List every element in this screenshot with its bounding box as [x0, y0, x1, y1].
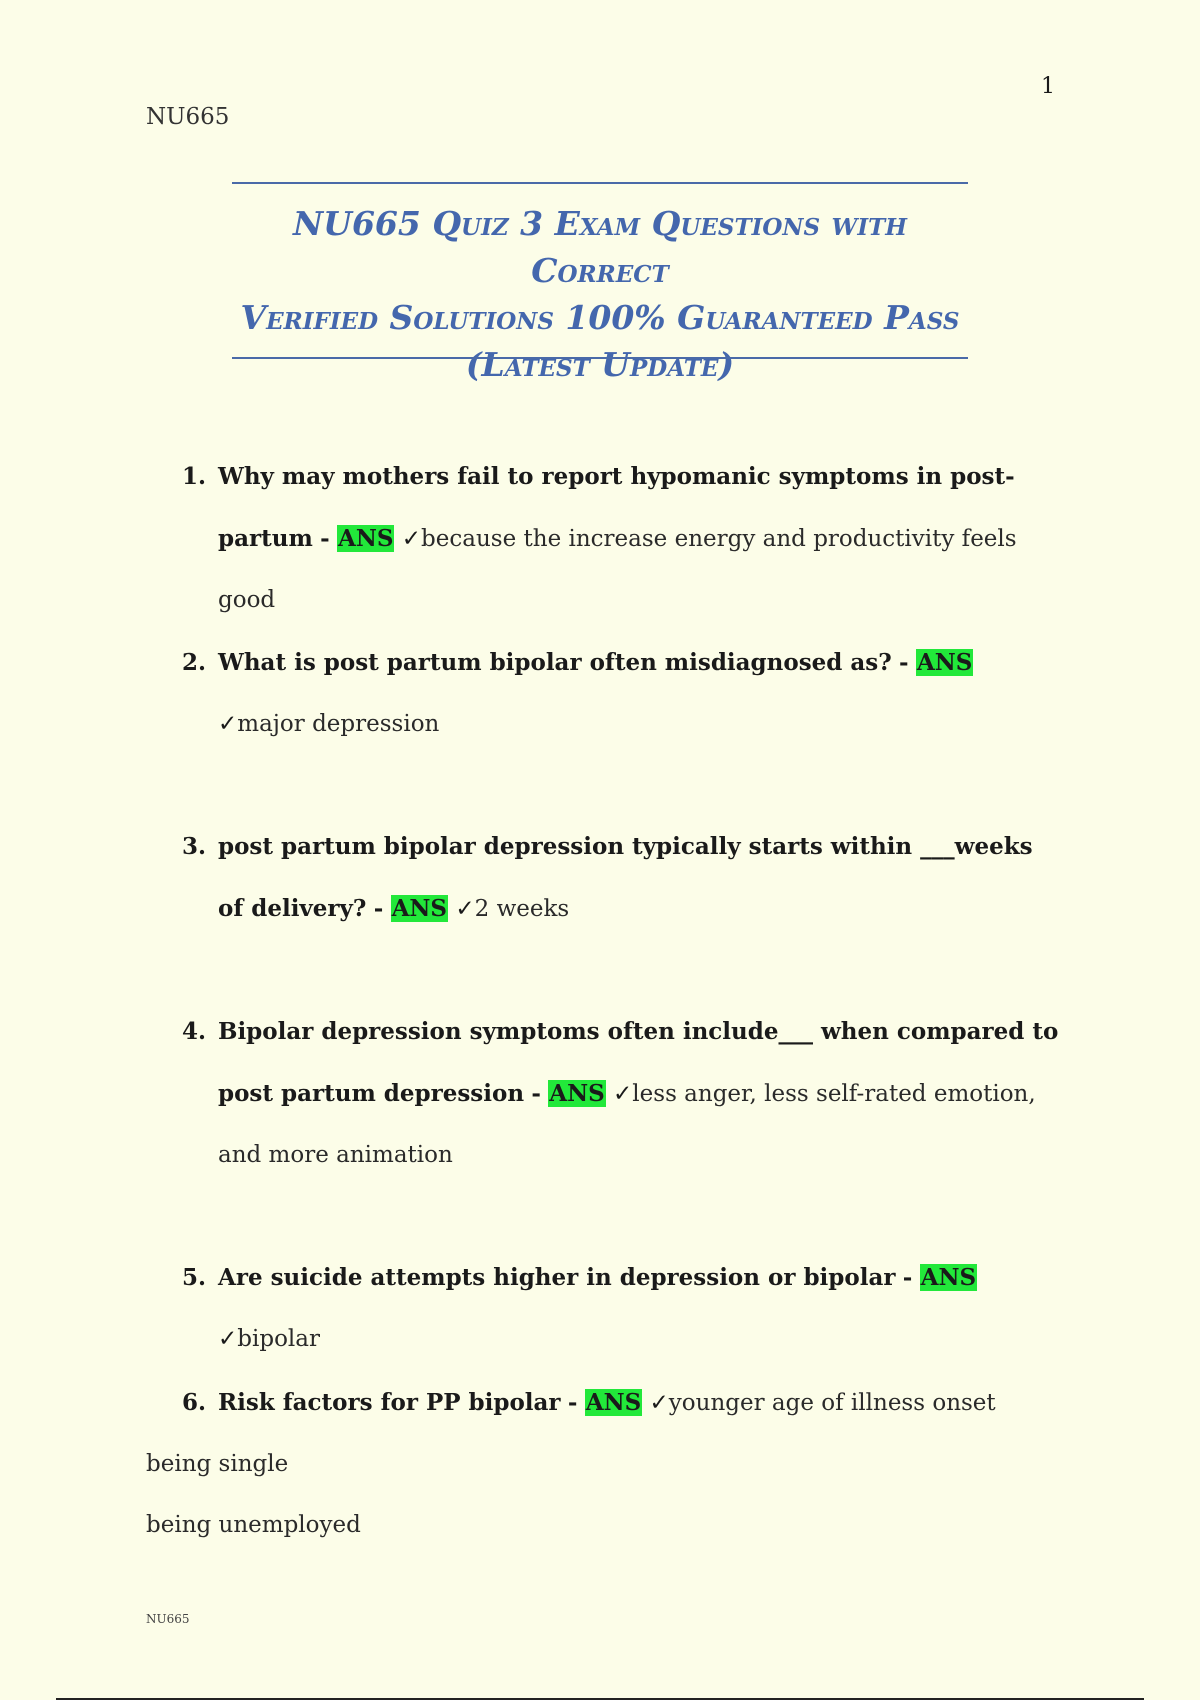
question-number: 3.: [182, 833, 207, 860]
document-title: [232, 200, 968, 388]
answer-separator: -: [373, 895, 384, 922]
header-label: NU665: [146, 104, 230, 130]
ans-marker: ANS: [549, 1080, 605, 1107]
ans-marker: ANS: [585, 1389, 642, 1416]
question-number: 4.: [182, 1018, 207, 1045]
answer-text: younger age of illness onset: [668, 1390, 996, 1416]
question-number: 5.: [182, 1264, 207, 1291]
question-4: [182, 1001, 1062, 1186]
question-number: 1.: [182, 463, 207, 490]
question-body: [218, 1372, 1062, 1434]
ans-marker: ANS: [337, 525, 394, 552]
question-body: [218, 816, 1062, 940]
question-6: [182, 1372, 1062, 1434]
question-number: 2.: [182, 649, 207, 676]
question-text: Why may mothers fail to report hypomanic symptoms in post-partum: [218, 463, 1015, 552]
q6-extra-line-2: being unemployed: [146, 1512, 361, 1538]
check-mark-icon: ✓: [218, 711, 238, 737]
answer-separator: -: [899, 649, 909, 676]
title-top-rule: [232, 182, 968, 184]
check-mark-icon: ✓: [401, 526, 422, 552]
ans-marker: ANS: [920, 1264, 977, 1291]
question-text: post partum bipolar depression typically starts within ___weeks of delivery?: [218, 833, 1033, 922]
answer-separator: -: [320, 525, 330, 552]
footer-label: NU665: [146, 1612, 190, 1626]
answer-text: because the increase energy and productivity feels good: [218, 526, 1017, 613]
title-bottom-rule: [232, 357, 968, 359]
answer-separator: -: [531, 1080, 541, 1107]
question-number: 6.: [182, 1389, 207, 1416]
question-body: [218, 446, 1062, 631]
question-text: Risk factors for PP bipolar: [218, 1389, 561, 1416]
answer-separator: -: [902, 1264, 913, 1291]
answer-text: major depression: [237, 711, 440, 737]
question-body: [218, 1247, 1062, 1370]
answer-text: less anger, less self-rated emotion, and more animation: [218, 1081, 1036, 1168]
answer-text: bipolar: [237, 1326, 320, 1352]
question-2: [182, 632, 1062, 755]
page-number: 1: [1041, 74, 1055, 99]
answer-text: 2 weeks: [474, 896, 570, 922]
ans-marker: ANS: [391, 895, 448, 922]
question-5: [182, 1247, 1062, 1370]
answer-separator: -: [567, 1389, 578, 1416]
check-mark-icon: ✓: [455, 896, 475, 922]
title-line-2: Verified Solutions 100% Guaranteed Pass: [240, 298, 960, 337]
check-mark-icon: ✓: [649, 1390, 669, 1416]
title-line-1: NU665 Quiz 3 Exam Questions with Correct: [293, 204, 907, 290]
check-mark-icon: ✓: [613, 1081, 633, 1107]
question-text: Bipolar depression symptoms often include___ when compared to post partum depression: [218, 1018, 1059, 1107]
ans-marker: ANS: [916, 649, 973, 676]
question-body: [218, 1001, 1062, 1186]
question-text: What is post partum bipolar often misdiagnosed as?: [218, 649, 892, 676]
question-body: [218, 632, 1062, 755]
question-1: [182, 446, 1062, 631]
q6-extra-line-1: being single: [146, 1451, 289, 1477]
question-text: Are suicide attempts higher in depression or bipolar: [218, 1264, 896, 1291]
title-line-3: (Latest Update): [465, 345, 735, 384]
question-3: [182, 816, 1062, 940]
check-mark-icon: ✓: [218, 1326, 238, 1352]
